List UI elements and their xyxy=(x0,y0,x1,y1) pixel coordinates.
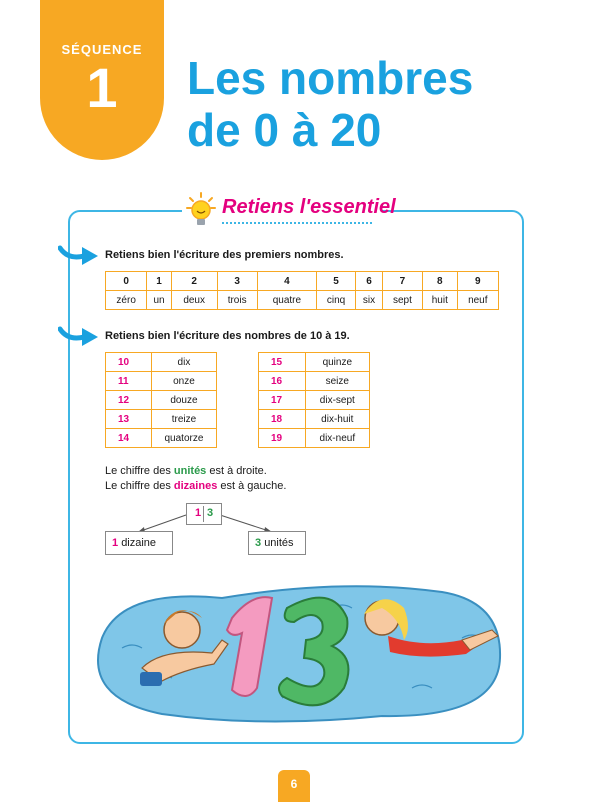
word-cell: dix-neuf xyxy=(305,429,369,448)
lightbulb-icon xyxy=(186,192,216,228)
page-title xyxy=(187,52,473,156)
tens-label-digit: 1 xyxy=(112,537,119,549)
digit-cell: 1 xyxy=(147,272,171,291)
units-label: unités xyxy=(264,537,294,549)
essential-label: Retiens l'essentiel xyxy=(222,196,396,218)
word-cell: douze xyxy=(151,391,216,410)
units-digit: 3 xyxy=(207,507,214,519)
number-cell: 14 xyxy=(106,429,152,448)
word-cell: onze xyxy=(151,372,216,391)
number-cell: 17 xyxy=(259,391,306,410)
table-row xyxy=(259,391,370,410)
digit-cell: 5 xyxy=(317,272,356,291)
title-line-2: de 0 à 20 xyxy=(187,104,382,156)
digit-cell: 4 xyxy=(257,272,316,291)
word-cell: zéro xyxy=(106,291,147,310)
sequence-label: SÉQUENCE xyxy=(61,42,143,57)
numbers-10-14-table xyxy=(105,352,217,448)
tens-digit: 1 xyxy=(195,507,202,519)
number-cell: 10 xyxy=(106,353,152,372)
arrow-icon xyxy=(58,244,100,268)
title-line-1: Les nombres xyxy=(187,52,474,104)
page-number: 6 xyxy=(278,770,310,802)
word-cell: quatre xyxy=(257,291,316,310)
word-cell: neuf xyxy=(457,291,498,310)
number-13-box xyxy=(186,503,222,525)
numbers-0-9-table xyxy=(105,271,499,310)
section2-heading: Retiens bien l'écriture des nombres de 10 à 19. xyxy=(105,330,350,342)
table-row xyxy=(106,372,217,391)
arrow-icon xyxy=(58,325,100,349)
tens-label-box xyxy=(105,531,173,555)
number-cell: 18 xyxy=(259,410,306,429)
digit-cell: 2 xyxy=(171,272,217,291)
word-cell: dix xyxy=(151,353,216,372)
word-cell: treize xyxy=(151,410,216,429)
tens-rule xyxy=(105,480,286,492)
table-row xyxy=(106,410,217,429)
word-cell: quinze xyxy=(305,353,369,372)
word-cell: dix-sept xyxy=(305,391,369,410)
tens-label: dizaine xyxy=(121,537,157,549)
word-cell: huit xyxy=(423,291,458,310)
units-label-box xyxy=(248,531,306,555)
number-cell: 19 xyxy=(259,429,306,448)
digit-cell: 3 xyxy=(217,272,257,291)
units-rule xyxy=(105,465,267,477)
table-row xyxy=(259,353,370,372)
word-cell: seize xyxy=(305,372,369,391)
number-cell: 16 xyxy=(259,372,306,391)
word-cell: deux xyxy=(171,291,217,310)
word-cell: sept xyxy=(382,291,422,310)
tens-word: dizaines xyxy=(173,480,218,492)
essential-header xyxy=(182,190,396,230)
number-cell: 11 xyxy=(106,372,152,391)
table-row xyxy=(259,372,370,391)
table-row xyxy=(106,429,217,448)
digit-cell: 8 xyxy=(423,272,458,291)
number-cell: 12 xyxy=(106,391,152,410)
word-cell: trois xyxy=(217,291,257,310)
word-cell: un xyxy=(147,291,171,310)
section1-heading: Retiens bien l'écriture des premiers nombres. xyxy=(105,249,344,261)
units-rule-post: est à droite. xyxy=(206,465,267,477)
swimming-illustration xyxy=(82,578,510,728)
sequence-number: 1 xyxy=(86,56,118,119)
table-row xyxy=(106,391,217,410)
units-word: unités xyxy=(173,465,207,477)
digit-cell: 7 xyxy=(382,272,422,291)
number-cell: 15 xyxy=(259,353,306,372)
digit-divider xyxy=(203,506,204,522)
table-row xyxy=(106,353,217,372)
units-rule-pre: Le chiffre des xyxy=(105,465,174,477)
numbers-15-19-table xyxy=(258,352,370,448)
digit-cell: 0 xyxy=(106,272,147,291)
tens-rule-post: est à gauche. xyxy=(217,480,287,492)
essential-underline xyxy=(222,222,372,224)
word-cell: six xyxy=(356,291,383,310)
table-row xyxy=(259,429,370,448)
table-row xyxy=(259,410,370,429)
number-cell: 13 xyxy=(106,410,152,429)
word-cell: quatorze xyxy=(151,429,216,448)
word-cell: cinq xyxy=(317,291,356,310)
digit-cell: 6 xyxy=(356,272,383,291)
word-cell: dix-huit xyxy=(305,410,369,429)
digit-cell: 9 xyxy=(457,272,498,291)
units-label-digit: 3 xyxy=(255,537,262,549)
tens-rule-pre: Le chiffre des xyxy=(105,480,174,492)
